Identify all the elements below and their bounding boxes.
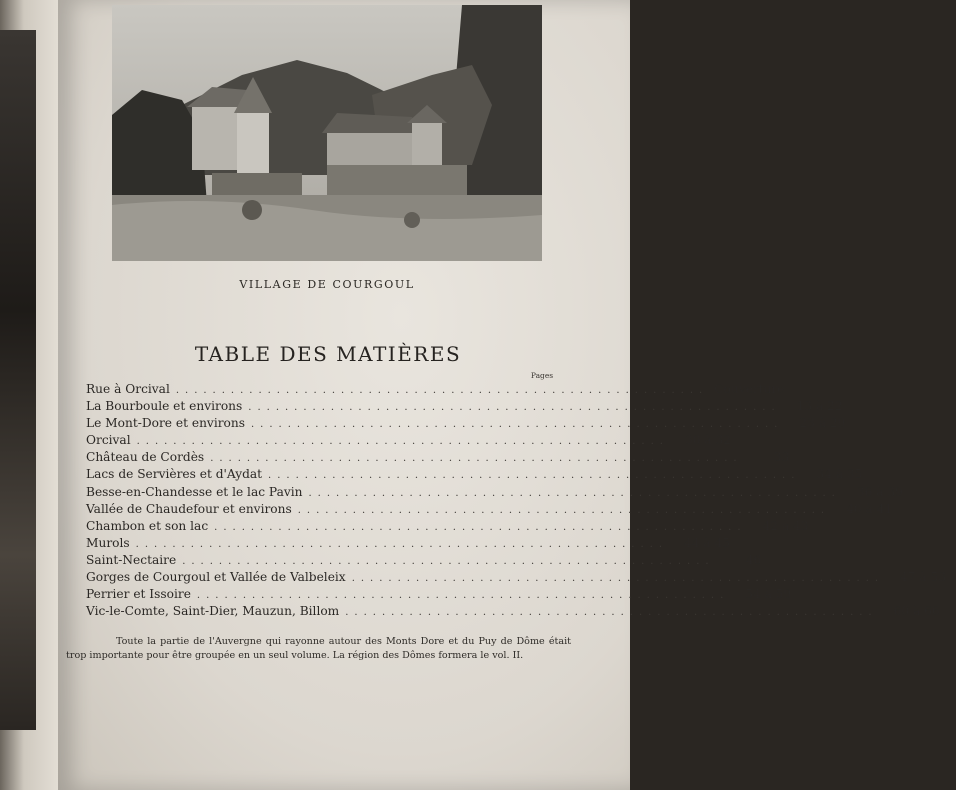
toc-entry-label: Perrier et Issoire bbox=[86, 587, 191, 602]
toc-entry-pages: Couverture bbox=[714, 382, 785, 396]
toc-entry bbox=[86, 399, 843, 416]
toc-entry-pages: 54 à 59 bbox=[745, 587, 792, 602]
toc-entry-pages: 42 à 43 bbox=[762, 518, 809, 533]
leader-dots: .......................................................... bbox=[268, 470, 801, 482]
toc-entry-label: Château de Cordès bbox=[86, 450, 205, 465]
toc-entry bbox=[86, 552, 762, 570]
toc-entry-label: Saint-Nectaire bbox=[86, 552, 177, 567]
leader-dots: .......................................................... bbox=[182, 555, 715, 567]
toc-entry-pages: 60 à 66 bbox=[893, 604, 940, 619]
footnote: Toute la partie de l'Auvergne qui rayonne autour des Monts Dore et du Puy de Dôme était trop importante pour être groupée en un seul volume. La région des Dômes formera le vol. II. bbox=[66, 636, 571, 661]
toc-entry bbox=[86, 501, 893, 519]
leader-dots: .......................................................... bbox=[345, 607, 878, 619]
toc-entry-label: La Bourboule et environs bbox=[86, 399, 243, 414]
toc-entry bbox=[86, 587, 792, 604]
leader-dots: .......................................................... bbox=[297, 504, 831, 516]
toc-entry-pages: 34 à 35 bbox=[816, 467, 863, 482]
toc-entry-label: Chambon et son lac bbox=[86, 518, 209, 533]
toc-title: TABLE DES MATIÈRES bbox=[194, 342, 462, 366]
leader-dots: .......................................................... bbox=[214, 521, 747, 533]
toc-entry bbox=[86, 450, 790, 467]
toc-entry bbox=[86, 467, 863, 484]
toc-entry-pages: 23 à 29 bbox=[799, 416, 846, 431]
toc-entry-label: Vic-le-Comte, Saint-Dier, Mauzun, Billom bbox=[86, 604, 340, 619]
leader-dots: .......................................................... bbox=[351, 573, 885, 585]
leader-dots: .......................................................... bbox=[136, 436, 669, 448]
toc-entry-label: Vallée de Chaudefour et environs bbox=[86, 501, 292, 516]
toc-entry-label: Lacs de Servières et d'Aydat bbox=[86, 467, 263, 482]
toc-entry-pages: 47 à 53 bbox=[900, 570, 947, 585]
previous-page-edge bbox=[0, 0, 60, 790]
toc-entry-pages: 44 à 45 bbox=[684, 535, 731, 550]
leader-dots: .......................................................... bbox=[135, 538, 669, 550]
leader-dots: .......................................................... bbox=[308, 487, 841, 499]
toc-entry-pages: 46 bbox=[745, 552, 762, 567]
toc-entry-pages: 13 à 22 bbox=[796, 399, 843, 414]
toc-entry-pages: 33 bbox=[773, 450, 790, 465]
toc-entry bbox=[86, 433, 731, 450]
toc-entry-label: Rue à Orcival bbox=[86, 382, 170, 396]
toc-entry-pages: 40 à 41 bbox=[846, 501, 893, 516]
photo-caption: VILLAGE DE COURGOUL bbox=[239, 278, 415, 291]
leader-dots: .......................................................... bbox=[250, 419, 784, 431]
toc-entry-label: Le Mont-Dore et environs bbox=[86, 416, 245, 431]
book-page bbox=[58, 0, 947, 790]
toc-entry bbox=[86, 570, 947, 587]
village-photo-illustration bbox=[112, 5, 542, 261]
toc-entry-label: Murols bbox=[86, 535, 130, 550]
previous-page-photo bbox=[0, 30, 36, 730]
toc-entry bbox=[86, 382, 785, 399]
leader-dots: .......................................................... bbox=[210, 453, 743, 465]
toc-entry-pages: 36 à 39 bbox=[856, 484, 903, 499]
toc-entry bbox=[86, 518, 809, 536]
pages-column-header: Pages bbox=[530, 371, 554, 380]
toc-entry-pages: 30 à 32 bbox=[684, 433, 731, 448]
toc-entry-label: Gorges de Courgoul et Vallée de Valbeleix bbox=[86, 570, 346, 585]
leader-dots: .......................................................... bbox=[196, 590, 730, 602]
table-of-contents bbox=[86, 382, 947, 621]
village-photo bbox=[112, 5, 542, 261]
toc-entry bbox=[86, 484, 903, 502]
toc-entry-label: Orcival bbox=[86, 433, 131, 448]
leader-dots: .......................................................... bbox=[175, 385, 709, 396]
toc-entry bbox=[86, 604, 940, 621]
toc-entry bbox=[86, 535, 731, 553]
toc-entry bbox=[86, 416, 846, 433]
toc-entry-label: Besse-en-Chandesse et le lac Pavin bbox=[86, 484, 303, 499]
leader-dots: .......................................................... bbox=[248, 402, 781, 414]
